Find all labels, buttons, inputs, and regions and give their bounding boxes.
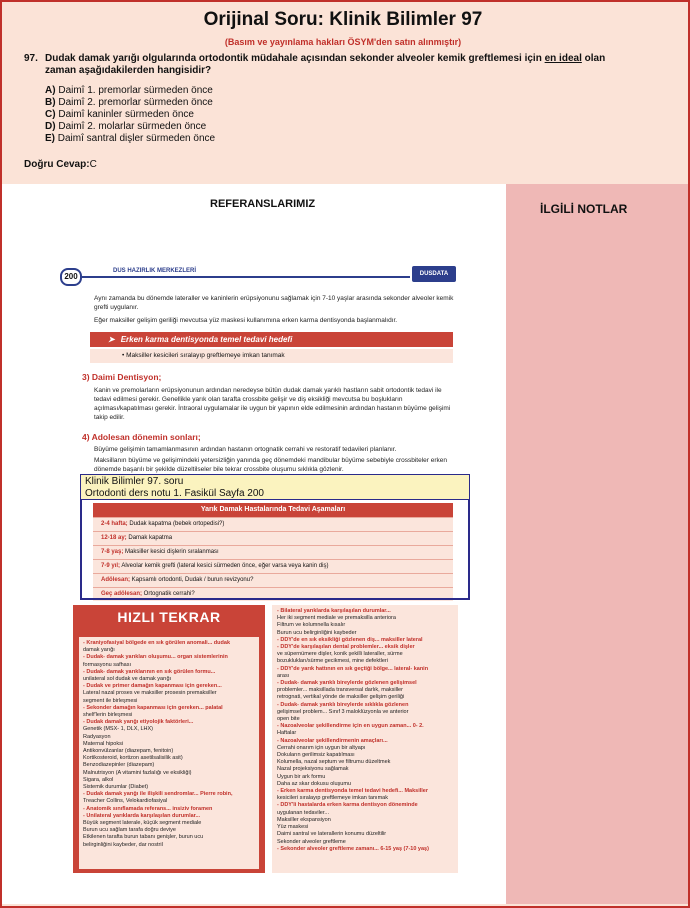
review-line: - Dudak damak yarığı etiyolojik faktörleri... xyxy=(83,719,194,726)
review-line: bozuklukları/sürme gecikmesi, mine defektleri xyxy=(277,658,388,665)
answer-value: C xyxy=(89,159,97,170)
review-line: Her iki segment mediale ve premaksilla anteriora xyxy=(277,615,396,622)
review-line: - Dudak ve primer damağın kapanması için gereken... xyxy=(83,683,222,690)
review-line: Treacher Collins, Velokardiofasiyal xyxy=(83,798,168,805)
review-line: formasyonu safhası xyxy=(83,661,131,668)
review-line: Yüz maskesi xyxy=(277,824,309,831)
references-title: REFERANSLARIMIZ xyxy=(210,198,316,210)
paragraph: Büyüme gelişimin tamamlanmasının ardından hastanın ortognatik cerrahi ve restoratif tedavileri planlanır. xyxy=(94,446,397,453)
review-line: - Dudak- damak yarıklı bireylerde sıklıkla gözlenen xyxy=(277,701,409,708)
red-heading-band xyxy=(90,332,453,347)
notes-panel xyxy=(506,184,688,904)
row-key: 2-4 hafta; xyxy=(101,521,128,527)
option-text: Daimî santral dişler sürmeden önce xyxy=(55,133,216,144)
review-line: - Nazoalveolar şekillendirme için en uygun zaman... 0- 2. xyxy=(277,723,424,730)
review-line: - Unilateral yarıklarda karşılaşılan durumlar... xyxy=(83,812,201,819)
source-note-line1: Klinik Bilimler 97. soru xyxy=(85,476,184,487)
option-d xyxy=(45,121,215,133)
answer-label: Doğru Cevap: xyxy=(24,159,90,170)
review-line: gelişimsel problem... Sınıf 3 maloklüzyonla ve anterior xyxy=(277,708,409,715)
question-text-start: Dudak damak yarığı olgularında ortodontik müdahale açısından sekonder alveoler kemik greftlemesi için xyxy=(45,53,545,64)
option-a xyxy=(45,85,215,97)
review-line: - Bilateral yarıklarda karşılaşılan durumlar... xyxy=(277,608,391,614)
band-title: Erken karma dentisyonda temel tedavi hedefi xyxy=(120,335,293,344)
table-title: Yarık Damak Hastalarında Tedavi Aşamaları xyxy=(93,503,453,517)
review-line: Daha az skar dokusu oluşumu xyxy=(277,780,351,787)
row-key: 7-8 yaş; xyxy=(101,549,124,555)
page-number: 200 xyxy=(60,268,82,286)
review-line: - Erken karma dentisyonda temel tedavi hedefi... Maksiller xyxy=(277,788,429,795)
review-line: Radyasyon xyxy=(83,733,111,740)
paragraph: Kanin ve premolarların erüpsiyonunun ardından neredeyse bütün dudak damak yarıklı hastların sabit ortodontik tedavi ile tedavi edilmesi gerekir. Genellikle yarık olan tarafta crossbite gelişir ve diş eksikliği mevcutsa bu boşlukların açılması/kapatılması gerekir. İntraoral uygulamalar ile uygun bir yapının elde edilmesinin ardından hastanın büyüme gelişimi takip edilir. xyxy=(94,387,451,421)
review-line: segment ile birleşmesi xyxy=(83,697,138,704)
section-heading: 3) Daimi Dentisyon; xyxy=(82,372,162,382)
row-value: Alveolar kemik grefti (lateral kesici sürmeden önce, eğer varsa veya kanin diş) xyxy=(120,563,329,569)
question-number: 97. xyxy=(24,53,38,64)
review-line: retrognati, vertikal yönde de maksiller gelişim geriliği xyxy=(277,694,405,701)
row-value: Dudak kapatma (bebek ortopedisi?) xyxy=(127,521,225,527)
row-key: 12-18 ay; xyxy=(101,535,127,541)
review-line: Dokuların gerilimsiz kapatılması xyxy=(277,752,355,759)
review-line: - Dudak damak yarığı ile ilişkili sendromlar... Pierre robin, xyxy=(83,791,233,798)
question-text-end: olan zaman aşağıdakilerden hangisidir? xyxy=(45,53,606,76)
quick-review-left-list xyxy=(79,637,259,869)
review-line: Sekonder alveoler greftleme xyxy=(277,838,346,845)
row-value: Kapsamlı ortodonti, Dudak / burun revizyonu? xyxy=(130,577,254,583)
review-line: arası xyxy=(277,672,290,679)
option-letter: B) xyxy=(45,97,56,108)
option-letter: C) xyxy=(45,109,56,120)
bullet-icon: • xyxy=(122,352,127,359)
band-item-text: Maksiller kesicileri sıralayıp greftlemeye imkan tanımak xyxy=(126,352,285,359)
book-page-header xyxy=(60,268,468,282)
row-key: Geç adölesan; xyxy=(101,591,143,597)
review-line: Sigara, alkol xyxy=(83,776,114,783)
paragraph: Eğer maksiller gelişim geriliği mevcutsa yüz maskesi kullanımına erken karma dentisyonda başlanmalıdır. xyxy=(94,317,398,324)
brand-label: DUS HAZIRLIK MERKEZLERİ xyxy=(110,268,199,274)
review-line: Sistemik durumlar (Diabet) xyxy=(83,784,149,791)
review-line: uygulanan tedaviler... xyxy=(277,809,329,816)
source-note-line2: Ortodonti ders notu 1. Fasikül Sayfa 200 xyxy=(85,488,264,499)
option-letter: A) xyxy=(45,85,56,96)
review-line: kesicileri sıralayıp greftlemeye imkan tanımak xyxy=(277,795,388,802)
option-text: Daimî 1. premorlar sürmeden önce xyxy=(55,85,213,96)
review-line: - Kraniyofasiyal bölgede en sık görülen anomali... dudak xyxy=(83,640,231,646)
review-line: belirginliğini kaybeder, dar nostril xyxy=(83,841,163,848)
paragraph: Aynı zamanda bu dönemde lateraller ve kaninlerin erüpsiyonunu sağlamak için 7-10 yaşlar arasında sekonder alveoler kemik grefti uygulanır. xyxy=(94,295,454,311)
review-line: shelf'lerin birleşmesi xyxy=(83,712,133,719)
review-line: - Dudak- damak yarıklarının en sık görülen formu... xyxy=(83,668,216,675)
review-line: problemler... maksillada transversal darlık, maksiller xyxy=(277,687,403,694)
option-e xyxy=(45,133,215,145)
review-line: open bite xyxy=(277,716,300,723)
review-line: Kortikosteroid, kortizon asetilsalisilik asit) xyxy=(83,755,183,762)
option-letter: D) xyxy=(45,121,56,132)
review-line: Etkilenen tarafta burun tabanı genişler, burun ucu xyxy=(83,834,204,841)
review-line: Lateral nazal proses ve maksiller prosesin premaksiller xyxy=(83,690,217,697)
quick-review-title: HIZLI TEKRAR xyxy=(117,609,221,625)
notes-title: İLGİLİ NOTLAR xyxy=(540,202,628,216)
review-line: - DDY'de en sık eksikliği gözlenen diş... maksiller lateral xyxy=(277,636,423,643)
option-text: Daimî kaninler sürmeden önce xyxy=(55,109,194,120)
arrow-icon: ➤ xyxy=(108,335,115,344)
paragraph: Maksillanın büyüme ve gelişimindeki yetersizliğin yanında geç dönemdeki mandibular büyüme sebebiyle crossbiteler erken dönemde başarılı bir şekilde düzeltilseler bile tekrar crossbite oluşumu sıklıkla gözlenir. xyxy=(94,457,447,473)
review-line: - DDY'de karşılaşılan dental problemler... eksik dişler xyxy=(277,644,415,651)
option-text: Daimî 2. premorlar sürmeden önce xyxy=(55,97,213,108)
review-line: Burun ucu belirginliğini kaybeder xyxy=(277,629,357,636)
question-emphasis: en ideal xyxy=(544,53,582,64)
row-value: Ortognatik cerrahi? xyxy=(142,591,195,597)
review-line: - DDY'li hastalarda erken karma dentisyon döneminde xyxy=(277,802,418,809)
header-rule xyxy=(80,276,410,278)
band-item xyxy=(90,349,453,363)
page-title: Orijinal Soru: Klinik Bilimler 97 xyxy=(203,9,483,30)
review-line: Antikonvülzanlar (diazepam, fenitoin) xyxy=(83,748,174,755)
review-line: Genetik (MSX- 1, DLX, LHX) xyxy=(83,726,153,733)
review-line: Burun ucu sağlam tarafa doğru deviye xyxy=(83,827,176,834)
source-note xyxy=(80,474,470,500)
quick-review-right-list xyxy=(272,605,458,873)
review-line: damak yarığı xyxy=(83,647,115,654)
review-line: Kolumella, nazal septum ve filtrumu düzeltmek xyxy=(277,759,391,766)
review-line: Maksiller ekspansiyon xyxy=(277,816,331,823)
row-value: Maksiller kesici dişlerin sıralanması xyxy=(123,549,219,555)
correct-answer xyxy=(24,159,97,170)
review-line: Daimi santral ve laterallerin konumu düzeltilir xyxy=(277,831,387,838)
review-line: - Nazoalveolar şekillendirmenin amaçları... xyxy=(277,737,388,744)
review-line: Nazal projeksiyonu sağlamak xyxy=(277,766,349,773)
review-line: Haftalar xyxy=(277,730,297,737)
option-letter: E) xyxy=(45,133,55,144)
review-line: - DDY'de yarık hattının en sık geçtiği bölge... lateral- kanin xyxy=(277,665,429,672)
answer-options xyxy=(45,85,215,145)
review-line: Cerrahi onarım için uygun bir altyapı xyxy=(277,744,366,751)
row-key: Adölesan; xyxy=(101,577,131,583)
review-line: ve süpernümere dişler, konik şekilli lateraller, sürme xyxy=(277,651,403,658)
question-text xyxy=(45,53,635,77)
review-line: Malnutrisyon (A vitamini fazlalığı ve eksikliği) xyxy=(83,769,192,776)
section-heading: 4) Adolesan dönemin sonları; xyxy=(82,432,201,442)
publisher-logo: DUSDATA xyxy=(412,266,456,282)
copyright-subtitle: (Basım ve yayınlama hakları ÖSYM'den satın alınmıştır) xyxy=(224,37,462,47)
quick-review-box xyxy=(73,605,265,873)
review-line: Maternal hipoksi xyxy=(83,740,124,747)
review-line: Benzodiazepinler (diazepam) xyxy=(83,762,155,769)
review-line: - Anatomik sınıflamada referans... insiziv foramen xyxy=(83,805,213,812)
review-line: - Dudak- damak yarıkları oluşumu... organ sistemlerinin xyxy=(83,654,228,661)
review-line: - Dudak- damak yarıklı bireylerde gözlenen gelişimsel xyxy=(277,680,417,687)
row-key: 7-9 yıl; xyxy=(101,563,121,569)
review-line: Büyük segment laterale, küçük segment mediale xyxy=(83,820,202,827)
option-text: Daimî 2. molarlar sürmeden önce xyxy=(55,121,207,132)
row-value: Damak kapatma xyxy=(126,535,173,541)
review-line: Filtrum ve kolumnella kısalır xyxy=(277,622,346,629)
review-line: - Sekonder damağın kapanması için gereken... palatal xyxy=(83,704,223,711)
review-line: unilateral sol dudak ve damak yarığı xyxy=(83,676,172,683)
option-b xyxy=(45,97,215,109)
option-c xyxy=(45,109,215,121)
review-line: Uygun bir ark formu xyxy=(277,773,326,780)
review-line: - Sekonder alveoler greftleme zamanı... 6-15 yaş (7-10 yaş) xyxy=(277,845,429,852)
